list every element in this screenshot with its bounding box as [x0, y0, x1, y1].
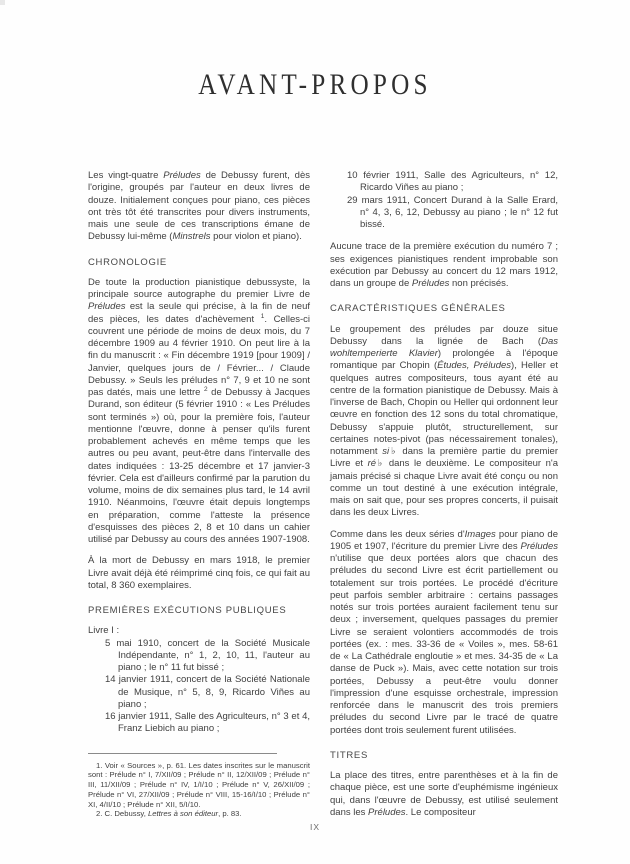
scan-artifact: [0, 0, 5, 5]
list-item: 16 janvier 1911, Salle des Agriculteurs, n° 3 et 4, Franz Liebich au piano ;: [105, 711, 310, 735]
footnote-1: 1. Voir « Sources », p. 61. Les dates inscrites sur le manuscrit sont : Prélude n° I, 7/XII/09 ; Prélude n° II, 12/XII/09 ; Prélude n° III, 11/XII/09 ; Prélude n° IV, 1/I/10 ; Prélude n° V, 26/XII/09 ; Prélude n° VI, 27/XII/09 ; Prélude n° VIII, 15-16/I/10 ; Prélude n° XI, 4/II/10 ; Prélude n° XII, 5/I/10.: [88, 760, 310, 809]
heading-chronologie: CHRONOLOGIE: [88, 256, 167, 268]
page-number: IX: [309, 822, 321, 832]
livre1-label: Livre I :: [88, 625, 120, 637]
footnote-2: 2. C. Debussy, Lettres à son éditeur, p. 83.: [96, 809, 242, 819]
paragraph-reimpression: À la mort de Debussy en mars 1918, le premier Livre avait déjà été réimprimé cinq fois, ce qui fait au total, 8 360 exemplaires.: [88, 555, 310, 591]
column-left: [88, 170, 310, 819]
column-right: [330, 170, 558, 819]
list-item: 14 janvier 1911, concert de la Société Nationale de Musique, n° 5, 8, 9, Ricardo Viñes au piano ;: [105, 674, 310, 710]
paragraph-numero7: Aucune trace de la première exécution du numéro 7 ; ses exigences pianistiques rendent improbable son exécution par Debussy au concert du 12 mars 1912, dans un groupe de Préludes non précisés.: [330, 241, 558, 289]
paragraph-portees: Comme dans les deux séries d'Images pour piano de 1905 et 1907, l'écriture du premier Livre des Préludes n'utilise que deux portées alors que chacun des préludes du second Livre est écrit partiellement ou totalement sur trois portées. Le procédé d'écriture peut parfois sembler arbitraire : certains passages notés sur trois portées auraient facilement tenu sur deux ; inversement, quelques passages du premier Livre se seraient volontiers accommodés de trois portées (ex. : mes. 33-36 de « Voiles », mes. 58-61 de « La Cathédrale engloutie » et mes. 34-35 de « La danse de Puck »). Mais, avec cette notation sur trois portées, Debussy a peut-être voulu donner l'impression d'une esquisse orchestrale, impression renforcée dans le manuscrit des trois premiers préludes du second Livre par le tracé de quatre portées dont trois seulement furent utilisées.: [330, 528, 558, 736]
footnote-rule: [88, 753, 277, 754]
footnote-block: [88, 749, 310, 819]
heading-caracteristiques: CARACTÉRISTIQUES GÉNÉRALES: [330, 303, 506, 315]
heading-titres: TITRES: [330, 749, 368, 761]
page-title: AVANT-PROPOS: [198, 68, 432, 101]
paragraph-titres: La place des titres, entre parenthèses et à la fin de chaque pièce, est une sorte d'euphémisme ingénieux qui, dans l'œuvre de Debussy, est utilisé seulement dans les Préludes. Le compositeur: [330, 770, 558, 818]
list-item: 10 février 1911, Salle des Agriculteurs, n° 12, Ricardo Viñes au piano ;: [347, 170, 558, 194]
list-item: 5 mai 1910, concert de la Société Musicale Indépendante, n° 1, 2, 10, 11, l'auteur au piano ; le n° 11 fut bissé ;: [105, 637, 310, 673]
two-column-text: [88, 170, 558, 819]
premieres-list-right: [330, 170, 558, 231]
paragraph-intro: Les vingt-quatre Préludes de Debussy furent, dès l'origine, groupés par l'auteur en deux livres de douze. Initialement conçues pour piano, ces pièces ont très tôt été transcrites pour divers instruments, mais une seule de ces transcriptions émane de Debussy lui-même (Minstrels pour violon et piano).: [88, 170, 310, 243]
paragraph-groupement: Le groupement des préludes par douze situe Debussy dans la lignée de Bach (Das wohltemperierte Klavier) prolongée à l'époque romantique par Chopin (Études, Préludes), Heller et quelques autres compositeurs, tous ayant été au centre de la formation pianistique de Debussy. Mais à l'inverse de Bach, Chopin ou Heller qui ordonnent leur œuvre en fonction des 12 sons du total chromatique, Debussy s'appuie plutôt, structurellement, sur certaines notes-pivot (pas nécessairement tonales), notamment si♭ dans la première partie du premier Livre et ré♭ dans le deuxième. Le compositeur n'a jamais précisé si chaque Livre avait été conçu ou non comme un tout destiné à une exécution intégrale, mais on sait que, pour ses propres concerts, il puisait dans les deux Livres.: [330, 323, 559, 519]
paragraph-chronologie: De toute la production pianistique debussyste, la principale source autographe du premier Livre de Préludes est la seule qui précise, à la fin de neuf des pièces, les dates d'achèvement $^1$. Celles-ci couvrent une période de moins de deux mois, du 7 décembre 1909 au 4 février 1910. On peut lire à la fin du manuscrit : « Fin décembre 1919 [pour 1909] / Janvier, quelques jours de / Février... / Claude Debussy. » Seuls les préludes n° 7, 9 et 10 ne sont pas datés, mais une lettre $^2$ de Debussy à Jacques Durand, son éditeur (5 février 1910 : « Les Préludes sont terminés ») où, pour la première fois, l'auteur mentionne l'œuvre, donne à penser qu'ils furent probablement achevés en même temps que les autres ou peu avant, peut-être dans l'intervalle des dates indiquées : 13-25 décembre et 17 janvier-3 février. Cela est d'ailleurs confirmé par la parution du volume, moins de dix semaines plus tard, le 14 avril 1910. Néanmoins, l'œuvre était depuis longtemps en préparation, comme l'atteste la présence d'esquisses des pièces 2, 8 et 10 dans un cahier utilisé par Debussy au cours des années 1907-1908.: [88, 276, 311, 545]
list-item: 29 mars 1911, Concert Durand à la Salle Erard, n° 4, 3, 6, 12, Debussy au piano ; le n° 12 fut bissé.: [347, 194, 558, 230]
premieres-list-left: [88, 638, 310, 736]
heading-premieres-executions: PREMIÈRES EXÉCUTIONS PUBLIQUES: [88, 605, 287, 616]
